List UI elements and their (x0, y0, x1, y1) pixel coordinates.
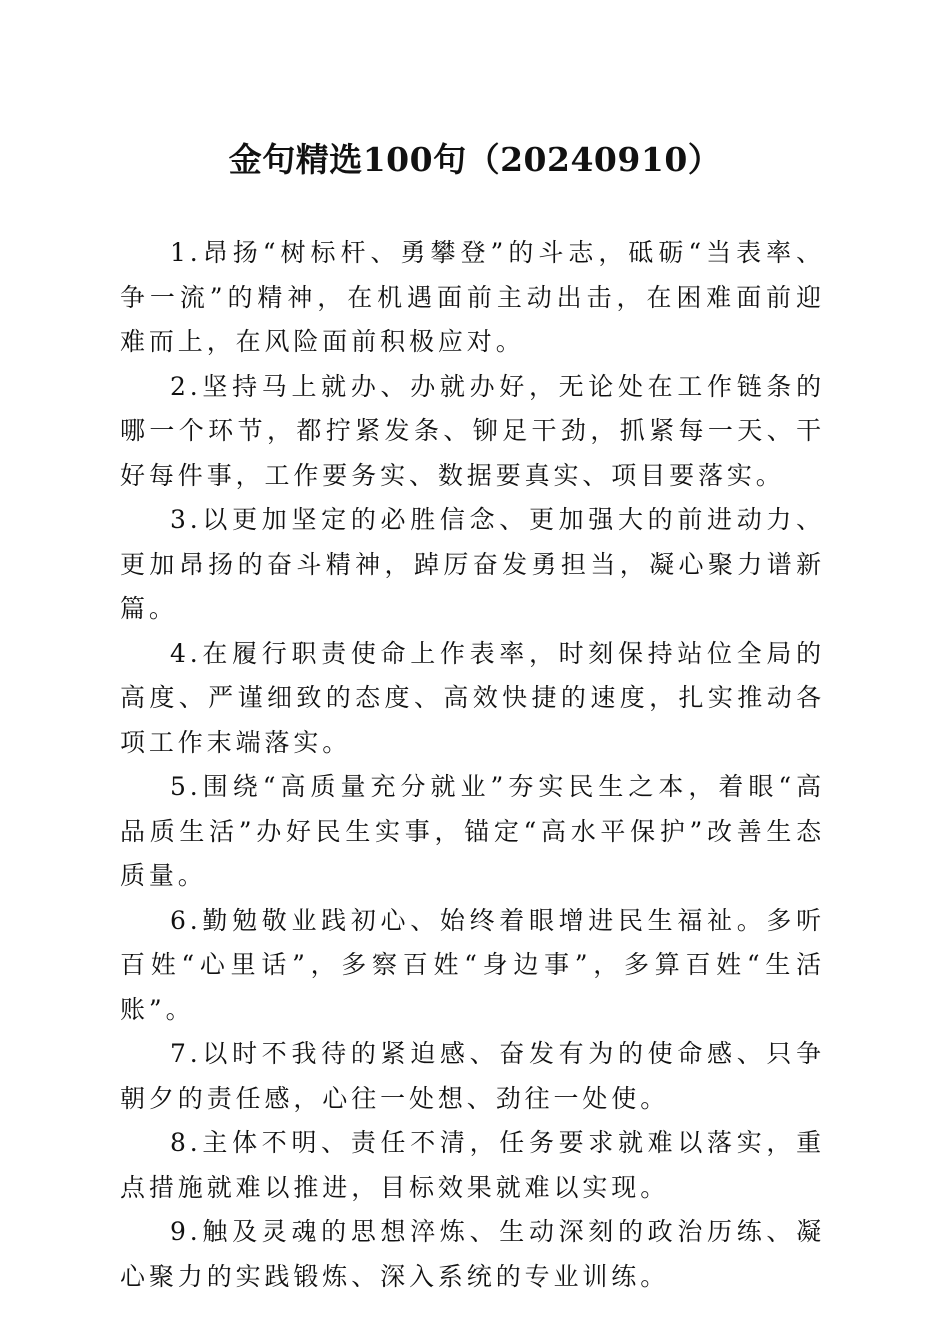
paragraph-3: 3.以更加坚定的必胜信念、更加强大的前进动力、更加昂扬的奋斗精神，踔厉奋发勇担当，凝心聚力谱新篇。 (120, 505, 825, 623)
paragraph-1: 1.昂扬“树标杆、勇攀登”的斗志，砥砺“当表率、争一流”的精神，在机遇面前主动出击，在困难面前迎难而上，在风险面前积极应对。 (120, 238, 825, 356)
paragraph-4: 4.在履行职责使命上作表率，时刻保持站位全局的高度、严谨细致的态度、高效快捷的速度，扎实推动各项工作末端落实。 (120, 638, 825, 757)
document-title: 金句精选100句（20240910） (228, 140, 722, 179)
paragraph-5: 5.围绕“高质量充分就业”夯实民生之本，着眼“高品质生活”办好民生实事，锚定“高水平保护”改善生态质量。 (120, 772, 825, 890)
paragraph-7: 7.以时不我待的紧迫感、奋发有为的使命感、只争朝夕的责任感，心往一处想、劲往一处使。 (120, 1039, 825, 1113)
paragraph-2: 2.坚持马上就办、办就办好，无论处在工作链条的哪一个环节，都拧紧发条、铆足干劲，抓紧每一天、干好每件事，工作要务实、数据要真实、项目要落实。 (120, 371, 825, 490)
document-body (120, 231, 825, 1299)
paragraph-9: 9.触及灵魂的思想淬炼、生动深刻的政治历练、凝心聚力的实践锻炼、深入系统的专业训练。 (120, 1217, 825, 1291)
paragraph-6: 6.勤勉敬业践初心、始终着眼增进民生福祉。多听百姓“心里话”，多察百姓“身边事”，多算百姓“生活账”。 (120, 905, 825, 1024)
paragraph-8: 8.主体不明、责任不清，任务要求就难以落实，重点措施就难以推进，目标效果就难以实现。 (120, 1128, 825, 1202)
